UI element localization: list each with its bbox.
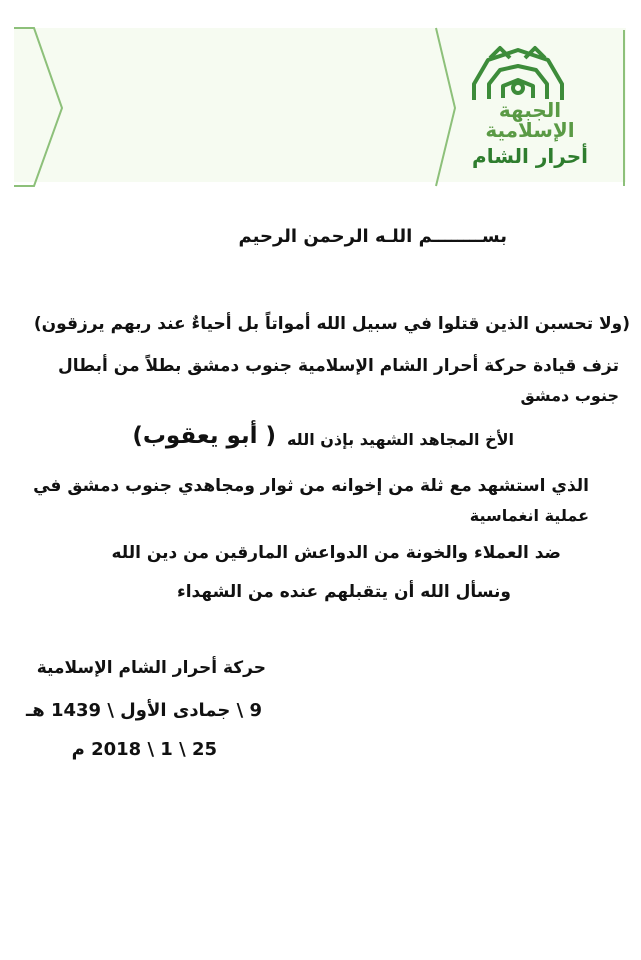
basmala: بســــــــم اللـه الرحمن الرحيم: [238, 226, 507, 247]
quran-verse: (ولا تحسبن الذين قتلوا في سبيل الله أمواتاً بل أحياءٌ عند ربهم يرزقون): [33, 314, 630, 334]
detail-line: عملية انغماسية: [469, 506, 589, 525]
prayer-line: ونسأل الله أن يتقبلهم عنده من الشهداء: [177, 582, 511, 602]
announcement-line: جنوب دمشق: [520, 386, 619, 405]
announcement-line: تزف قيادة حركة أحرار الشام الإسلامية جنوب دمشق بطلاً من أبطال: [57, 356, 619, 376]
signature-organization: حركة أحرار الشام الإسلامية: [36, 658, 266, 678]
logo-subtitle: أحرار الشام: [472, 144, 588, 168]
gregorian-date: 25 \ 1 \ 2018 م: [71, 739, 217, 760]
martyr-name: ( أبو يعقوب): [132, 423, 276, 449]
hijri-date: 9 \ جمادى الأول \ 1439 هـ: [26, 700, 262, 721]
logo-title: الجبهة الإسلامية: [485, 98, 575, 142]
against-line: ضد العملاء والخونة من الدواعش المارقين من دين الله: [111, 543, 561, 563]
letterhead: [0, 0, 641, 200]
martyr-title: الأخ المجاهد الشهيد بإذن الله: [286, 430, 514, 449]
detail-line: الذي استشهد مع ثلة من إخوانه من ثوار ومجاهدي جنوب دمشق في: [33, 476, 589, 496]
